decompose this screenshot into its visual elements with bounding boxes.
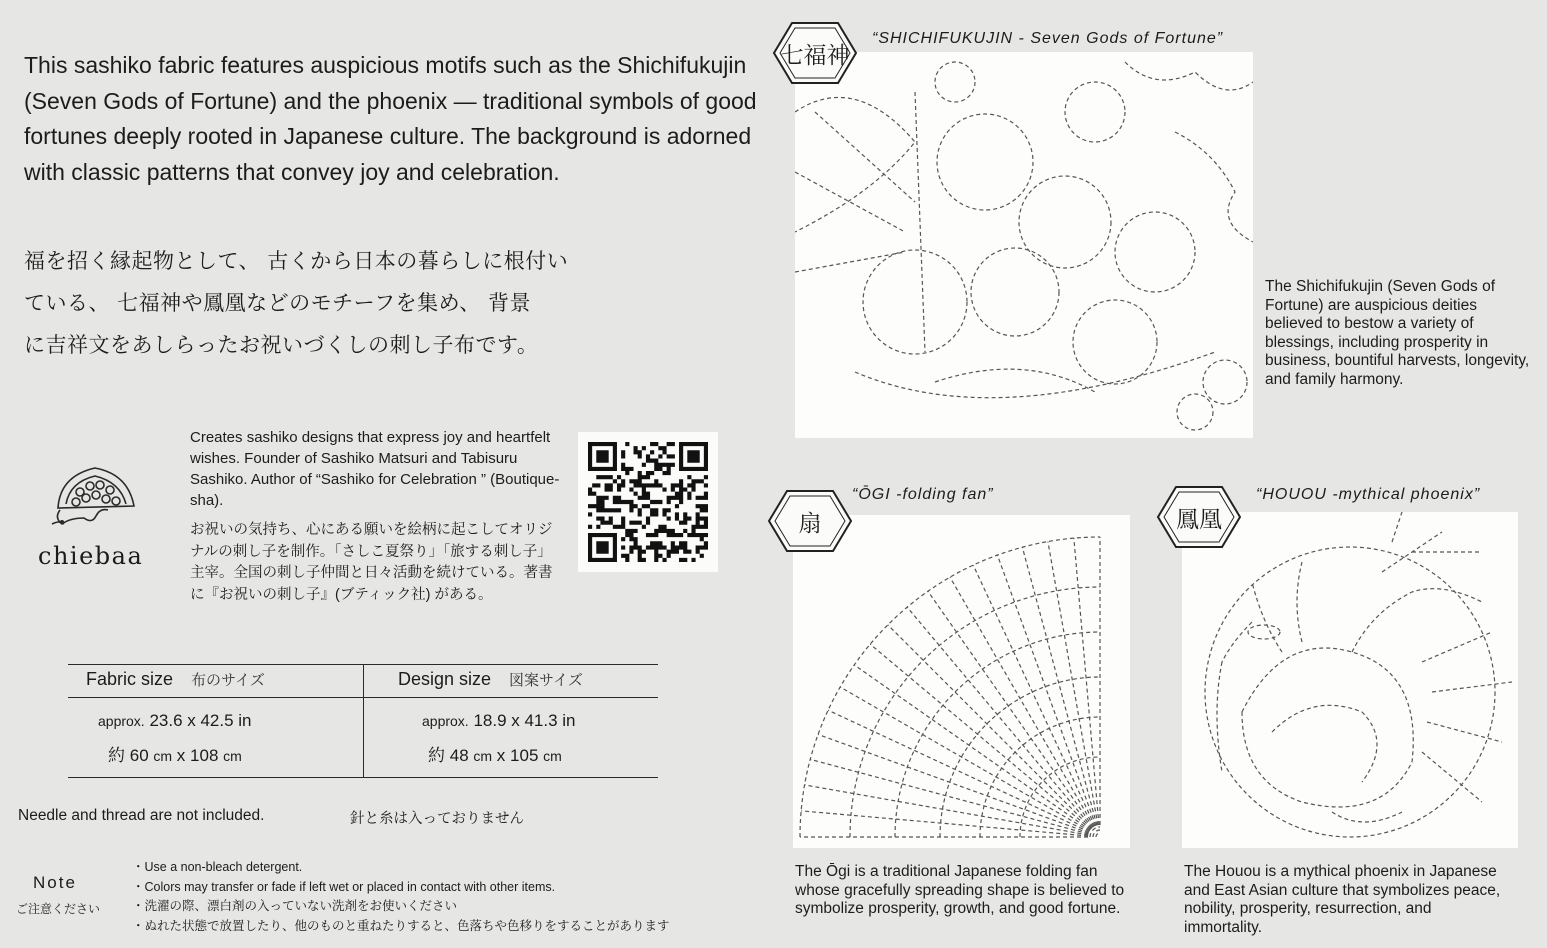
intro-japanese — [24, 240, 684, 366]
fabric-height-cm: 108 — [190, 746, 219, 765]
times-sign: x — [176, 746, 186, 765]
design-size-label-jp: 図案サイズ — [509, 672, 583, 689]
motif-badge-label: 鳳凰 — [1176, 507, 1222, 533]
note-item: ・ Use a non-bleach detergent. — [132, 858, 670, 878]
metric-prefix: 約 — [428, 746, 445, 765]
motif-badge — [1156, 484, 1242, 550]
folding-fan-pattern-icon — [793, 515, 1130, 848]
author-bio-english: Creates sashiko designs that express joy and heartfelt wishes. Founder of Sashiko Matsuri and Tabisuru Sashiko. Author of “Sashiko for Celebration ” (Boutique-sha). — [190, 429, 560, 509]
qr-code-icon[interactable] — [578, 432, 718, 572]
metric-prefix: 約 — [108, 746, 125, 765]
phoenix-pattern-icon — [1182, 512, 1518, 848]
motif-description: The Shichifukujin (Seven Gods of Fortune) are auspicious deities believed to bestow a variety of blessings, including prosperity in business, bountiful harvests, longevity, and family harmony. — [1265, 278, 1530, 388]
fabric-size-label-jp: 布のサイズ — [191, 672, 265, 689]
motif-description: The Houou is a mythical phoenix in Japanese and East Asian culture that symbolizes peace, nobility, prosperity, resurrection, and immortality. — [1184, 863, 1501, 936]
approx-prefix: approx. — [98, 713, 145, 729]
note-list — [132, 858, 670, 936]
needle-notice-japanese: 針と糸は入っておりません — [350, 811, 524, 827]
needle-notice-english: Needle and thread are not included. — [18, 807, 265, 824]
design-size-inches-value: 18.9 x 41.3 in — [473, 711, 576, 730]
intro-japanese-line: ている、 七福神や鳳凰などのモチーフを集め、 背景 — [24, 291, 531, 315]
fabric-size-cm — [108, 741, 242, 766]
design-size-header — [398, 669, 583, 690]
seven-gods-pattern-icon — [795, 52, 1253, 438]
unit-cm: cm — [473, 748, 493, 764]
table-divider — [363, 665, 364, 777]
fabric-size-inches — [98, 711, 252, 731]
fabric-size-inches-value: 23.6 x 42.5 in — [149, 711, 252, 730]
fabric-size-label: Fabric size — [86, 669, 174, 689]
note-item: ・ Colors may transfer or fade if left wet or placed in contact with other items. — [132, 878, 670, 898]
design-width-cm: 48 — [449, 746, 469, 765]
intro-english: This sashiko fabric features auspicious motifs such as the Shichifukujin (Seven Gods of Fortune) and the phoenix — traditional symbols of good fortunes deeply rooted in Japanese culture. The background is adorned with classic patterns that convey joy and celebration. — [24, 52, 757, 185]
note-item: ・ ぬれた状態で放置したり、他のものと重ねたりすると、色落ちや色移りをすることがあります — [132, 917, 670, 937]
note-label-japanese: ご注意ください — [16, 902, 101, 916]
brand-name: chiebaa — [38, 542, 144, 570]
motif-description: The Ōgi is a traditional Japanese folding fan whose gracefully spreading shape is believed to symbolize prosperity, growth, and good fortune. — [795, 863, 1125, 917]
fabric-size-header — [86, 669, 265, 690]
fan-crane-logo-icon — [40, 458, 160, 538]
design-height-cm: 105 — [510, 746, 539, 765]
approx-prefix: approx. — [422, 713, 469, 729]
intro-japanese-line: 福を招く縁起物として、 古くから日本の暮らしに根付い — [24, 249, 569, 273]
unit-cm: cm — [223, 748, 242, 764]
times-sign: x — [496, 746, 506, 765]
table-divider — [68, 697, 658, 698]
motif-caption: “ŌGI -folding fan” — [852, 486, 994, 503]
motif-caption: “SHICHIFUKUJIN - Seven Gods of Fortune” — [872, 30, 1224, 47]
note-label: Note — [33, 873, 77, 892]
motif-badge-label: 七福神 — [780, 43, 850, 69]
author-bio-japanese: お祝いの気持ち、心にある願いを絵柄に起こしてオリジナルの刺し子を制作。「さしこ夏祭り」「旅する刺し子」主宰。全国の刺し子仲間と日々活動を続けている。著書に『お祝いの刺し子』(ブティック社) がある。 — [190, 522, 553, 603]
unit-cm: cm — [543, 748, 562, 764]
size-table — [68, 664, 658, 778]
fabric-width-cm: 60 — [129, 746, 149, 765]
intro-japanese-line: に吉祥文をあしらったお祝いづくしの刺し子布です。 — [24, 333, 539, 357]
note-item: ・ 洗濯の際、漂白剤の入っていない洗剤をお使いください — [132, 897, 670, 917]
design-size-label: Design size — [398, 669, 492, 689]
unit-cm: cm — [153, 748, 173, 764]
motif-badge-label: 扇 — [798, 511, 822, 537]
design-size-inches — [422, 711, 576, 731]
motif-caption: “HOUOU -mythical phoenix” — [1256, 486, 1481, 503]
design-size-cm — [428, 741, 562, 766]
motif-badge — [767, 488, 853, 554]
motif-badge — [772, 20, 858, 86]
